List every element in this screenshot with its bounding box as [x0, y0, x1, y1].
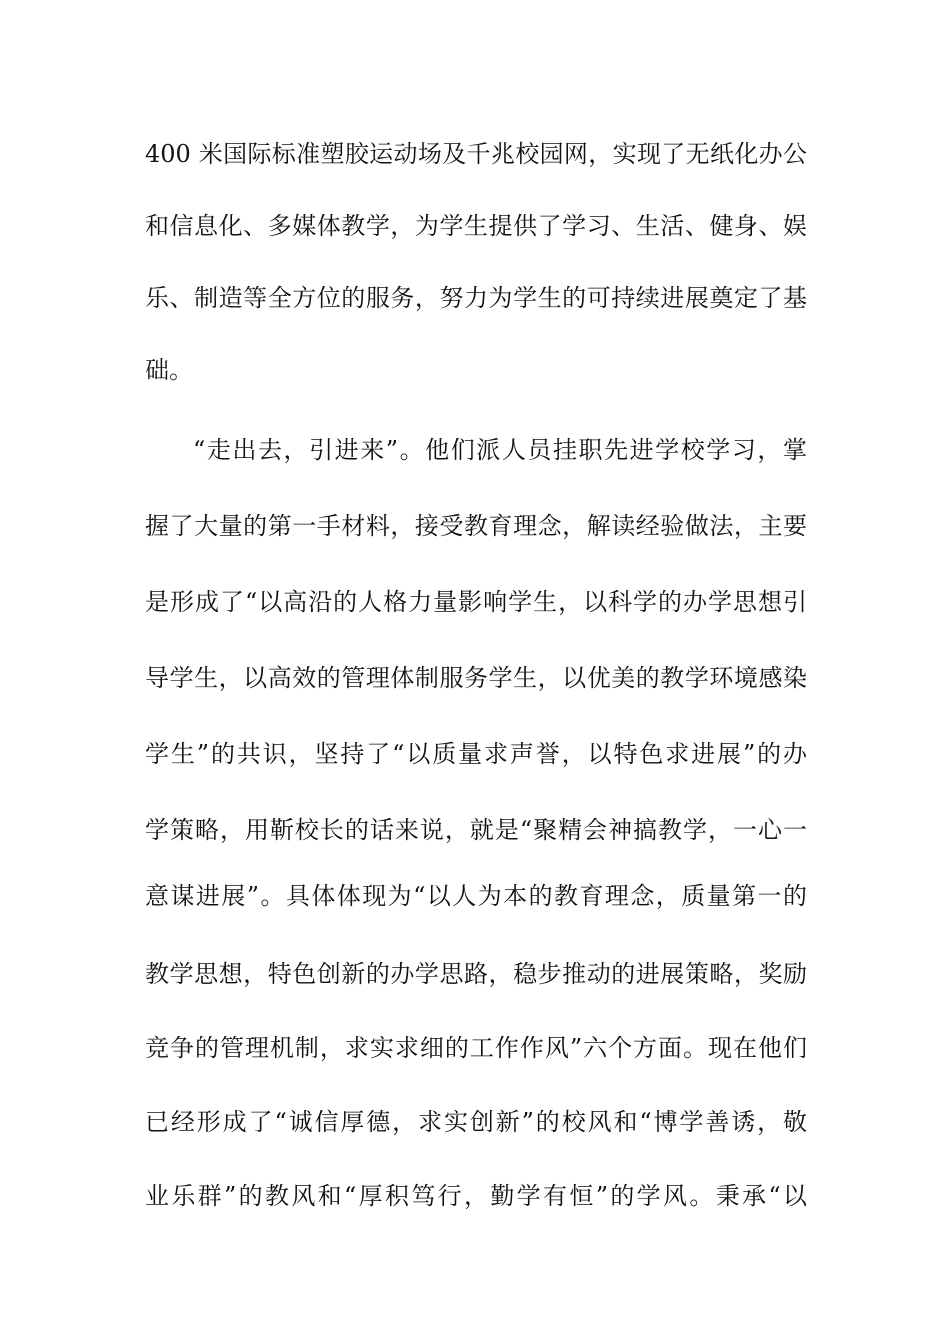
paragraph-line: 已经形成了“诚信厚德，求实创新”的校风和“博学善诱，敬 [145, 1108, 807, 1136]
paragraph-line: 和信息化、多媒体教学，为学生提供了学习、生活、健身、娱 [145, 212, 807, 240]
paragraph-line: 导学生，以高效的管理体制服务学生，以优美的教学环境感染 [145, 664, 807, 692]
paragraph-line: 学策略，用靳校长的话来说，就是“聚精会神搞教学，一心一 [145, 816, 807, 844]
paragraph-line: 教学思想，特色创新的办学思路，稳步推动的进展策略，奖励 [145, 960, 807, 988]
paragraph-line: 竞争的管理机制，求实求细的工作作风”六个方面。现在他们 [145, 1034, 807, 1062]
paragraph-line: “走出去，引进来”。他们派人员挂职先进学校学习，掌 [193, 436, 807, 464]
paragraph-line: 握了大量的第一手材料，接受教育理念，解读经验做法，主要 [145, 512, 807, 540]
paragraph-line: 意谋进展”。具体体现为“以人为本的教育理念，质量第一的 [145, 882, 807, 910]
paragraph-line: 础。 [145, 356, 193, 384]
paragraph-line: 业乐群”的教风和“厚积笃行，勤学有恒”的学风。秉承“以 [145, 1182, 807, 1210]
paragraph-line: 学生”的共识，坚持了“以质量求声誉，以特色求进展”的办 [145, 740, 807, 768]
paragraph-line: 是形成了“以高沿的人格力量影响学生，以科学的办学思想引 [145, 588, 807, 616]
paragraph-line: 400 米国际标准塑胶运动场及千兆校园网，实现了无纸化办公 [145, 140, 807, 168]
paragraph-line: 乐、制造等全方位的服务，努力为学生的可持续进展奠定了基 [145, 284, 807, 312]
